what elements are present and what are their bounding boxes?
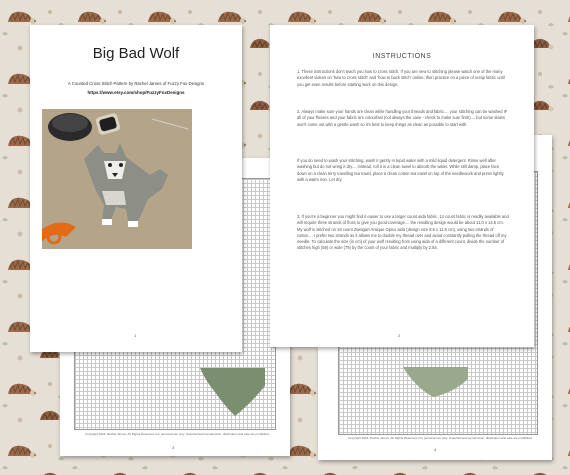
page-number: 2 <box>398 333 401 338</box>
page-number: 1 <box>134 333 137 338</box>
instruction-paragraph-2: 2. Always make sure your hands are clean while handling your threads and fabric.... your stitching can be washed IF all of your flosses and your fabric are colourfast (not always the case - check to make sure first!).... but some stains won't come out with a gentle wash so it's best to keep things as clean as possible to start with. <box>297 109 508 127</box>
page-number: 3 <box>172 445 175 450</box>
instructions-heading: INSTRUCTIONS <box>372 53 432 60</box>
cover-page <box>30 25 242 352</box>
copyright-footer: Copyright 2016, Rachel James, All Rights Reserved. For personal use only. Unauthorised reproduction, distribution and sale are prohibited. <box>85 432 270 436</box>
shop-url: https://www.etsy.com/shop/FuzzyFoxDesigns <box>87 90 185 95</box>
page-number: 4 <box>434 447 437 452</box>
stitched-wolf-photo <box>42 109 192 249</box>
instruction-paragraph-4: 3. If you're a beginner you might find it easier to use a larger count aida fabric. 14 count fabric is readily available and will require three strands of floss to give you good coverage.... the resulting design would be about 11.0 x 14.5 cm. My wolf is stitched on 18 count Zweigart Antique Opico aida (design size 8.5 x 11.5 cm), using two strands of cotton.... I prefer two strands as it allows me to double my thread over and avoid constantly pulling the thread off my needle. To calculate the size (in cm) of your wolf resulting from using aida of a different count, divide the number of stitches high (59) or wide (79) by the count of your fabric and multiply by 2.54. <box>297 214 509 251</box>
wolf-chart-tail <box>403 367 473 407</box>
pattern-title: Big Bad Wolf <box>92 45 180 62</box>
wolf-chart-tail <box>195 368 275 428</box>
instructions-page <box>270 25 534 347</box>
instruction-paragraph-3: If you do need to wash your stitching, wash it gently in tepid water with a mild liquid detergent. Rinse well after washing but do not wring it dry.... instead, roll it in a clean towel to absorb the water. While still damp, place face down on a clean terry towelling tea towel, place a clean cotton tea towel on top of the needlework and press lightly with a warm iron. Let dry. <box>297 158 504 182</box>
copyright-footer: Copyright 2016, Rachel James, All Rights Reserved. For personal use only. Unauthorised reproduction, distribution and sale are prohibited. <box>348 436 533 440</box>
instruction-paragraph-1: 1. These instructions don't teach you how to cross stitch. If you are new to stitching please watch one of the many excellent videos on 'how to cross stitch' and 'how to back stitch' online; then practice on a piece of scrap fabric until you get even results before starting work on this design. <box>297 69 505 87</box>
pattern-subtitle: A Counted Cross Stitch Pattern by Rachel James of Fuzzy Fox Designs <box>67 81 205 86</box>
